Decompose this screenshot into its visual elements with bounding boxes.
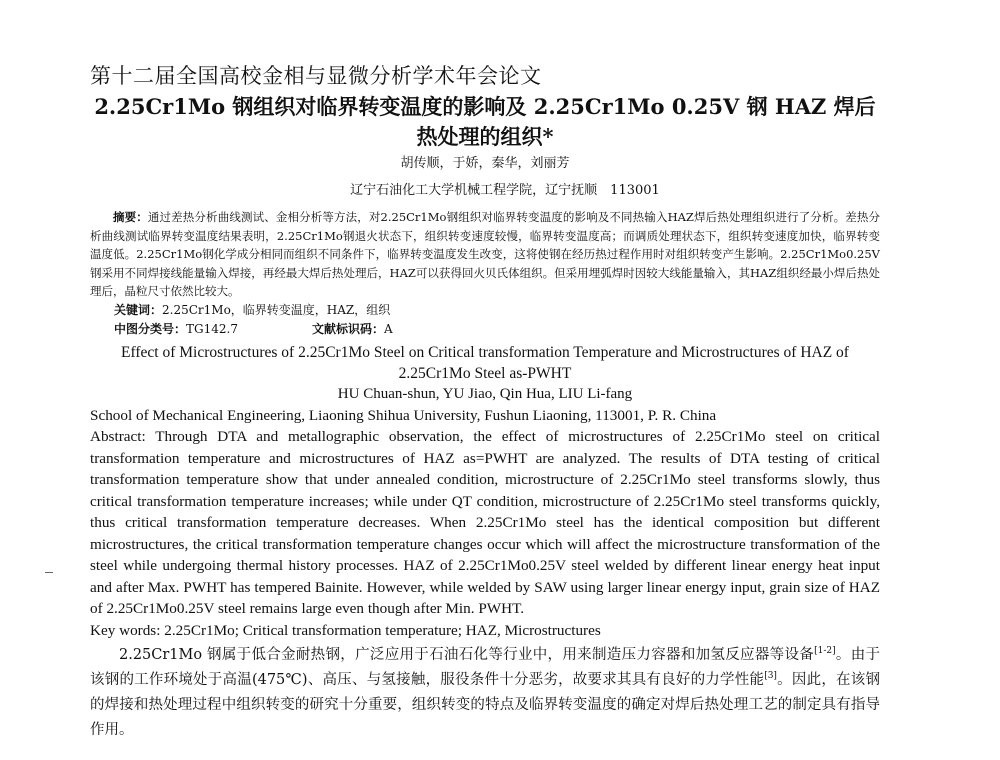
abstract-en: Abstract: Through DTA and metallographic observation, the effect of microstructures of 2.25Cr1Mo steel on critical transformation temperature and microstructures of HAZ as=PWHT are analyzed. The results of DTA testing of critical transformation temperature show that under annealed condition, microstructure of 2.25Cr1Mo steel transforms slowly, thus critical transformation temperature increases; while under QT condition, microstructure of 2.25Cr1Mo steel transforms quickly, thus critical transformation temperature decreases. When 2.25Cr1Mo steel has the identical composition but different microstructures, the critical transformation temperature changes occur which will affect the microstructure transformation of the steel while undergoing thermal history processes. HAZ of 2.25Cr1Mo0.25V steel welded by different linear energy heat input and after Max. PWHT has tempered Bainite. However, while welded by SAW using larger linear energy input, grain size of HAZ of 2.25Cr1Mo0.25V steel remains large even though after Min. PWHT.	[90, 428, 880, 618]
document-code-value: A	[383, 321, 393, 336]
paper-title-en: Effect of Microstructures of 2.25Cr1Mo Steel on Critical transformation Temperature and Microstructures of HAZ of 2.25Cr1Mo Steel as-PWHT	[121, 343, 849, 382]
affiliation-en: School of Mechanical Engineering, Liaoning Shihua University, Fushun Liaoning, 113001, P. R. China	[90, 406, 717, 424]
authors-en: HU Chuan-shun, YU Jiao, Qin Hua, LIU Li-fang	[337, 385, 633, 402]
body-text-2: 。由于该钢的工作环境处于高温(475℃)、高压、与氢接触，服役条件十分恶劣，故要求其具有良好的力学性能	[90, 647, 881, 689]
citation-ref-1: [1-2]	[814, 646, 836, 657]
classification-label: 中图分类号：	[114, 321, 187, 336]
conference-header: 第十二届全国高校金相与显微分析学术年会论文	[90, 64, 542, 88]
classification-line	[90, 320, 880, 339]
document-code-label: 文献标识码：	[311, 321, 384, 336]
paper-title-cn: 2.25Cr1Mo 钢组织对临界转变温度的影响及 2.25Cr1Mo 0.25V 钢 HAZ 焊后热处理的组织*	[94, 94, 876, 149]
keywords-cn-label: 关键词：	[114, 302, 163, 317]
classification-value: TG142.7	[186, 321, 238, 336]
body-text-3: 。因此，在该钢的焊接和热处理过程中组织转变的研究十分重要，组织转变的特点及临界转变温度的确定对焊后热处理工艺的制定具有指导作用。	[90, 672, 880, 739]
margin-mark	[45, 572, 53, 573]
authors-cn: 胡传顺，于娇，秦华，刘丽芳	[400, 156, 570, 171]
paper-page	[90, 62, 880, 743]
body-text-1: 2.25Cr1Mo 钢属于低合金耐热钢，广泛应用于石油石化等行业中，用来制造压力容器和加氢反应器等设备	[119, 647, 815, 664]
abstract-cn-text: 通过差热分析曲线测试、金相分析等方法，对2.25Cr1Mo钢组织对临界转变温度的影响及不同热输入HAZ焊后热处理组织进行了分析。差热分析曲线测试临界转变温度结果表明，2.25Cr1Mo钢退火状态下，组织转变速度较慢，临界转变温度高；而调质处理状态下，组织转变速度加快，临界转变温度低。2.25Cr1Mo钢化学成分相同而组织不同条件下，临界转变温度发生改变，这将使钢在经历热过程作用时对组织转变产生影响。2.25Cr1Mo0.25V钢采用不同焊接线能量输入焊接，再经最大焊后热处理后，HAZ可以获得回火贝氏体组织。但采用埋弧焊时因较大线能量输入，其HAZ组织经最小焊后热处理后，晶粒尺寸依然比较大。	[90, 210, 880, 299]
body-paragraph	[90, 643, 880, 743]
keywords-en: Key words: 2.25Cr1Mo; Critical transformation temperature; HAZ, Microstructures	[90, 621, 601, 639]
abstract-cn-label: 摘要：	[113, 210, 148, 224]
citation-ref-2: [3]	[764, 671, 777, 682]
keywords-cn-text: 2.25Cr1Mo，临界转变温度，HAZ，组织	[162, 302, 391, 317]
abstract-cn	[90, 208, 880, 301]
affiliation-cn: 辽宁石油化工大学机械工程学院，辽宁抚顺 113001	[350, 183, 660, 198]
keywords-cn	[90, 301, 880, 320]
